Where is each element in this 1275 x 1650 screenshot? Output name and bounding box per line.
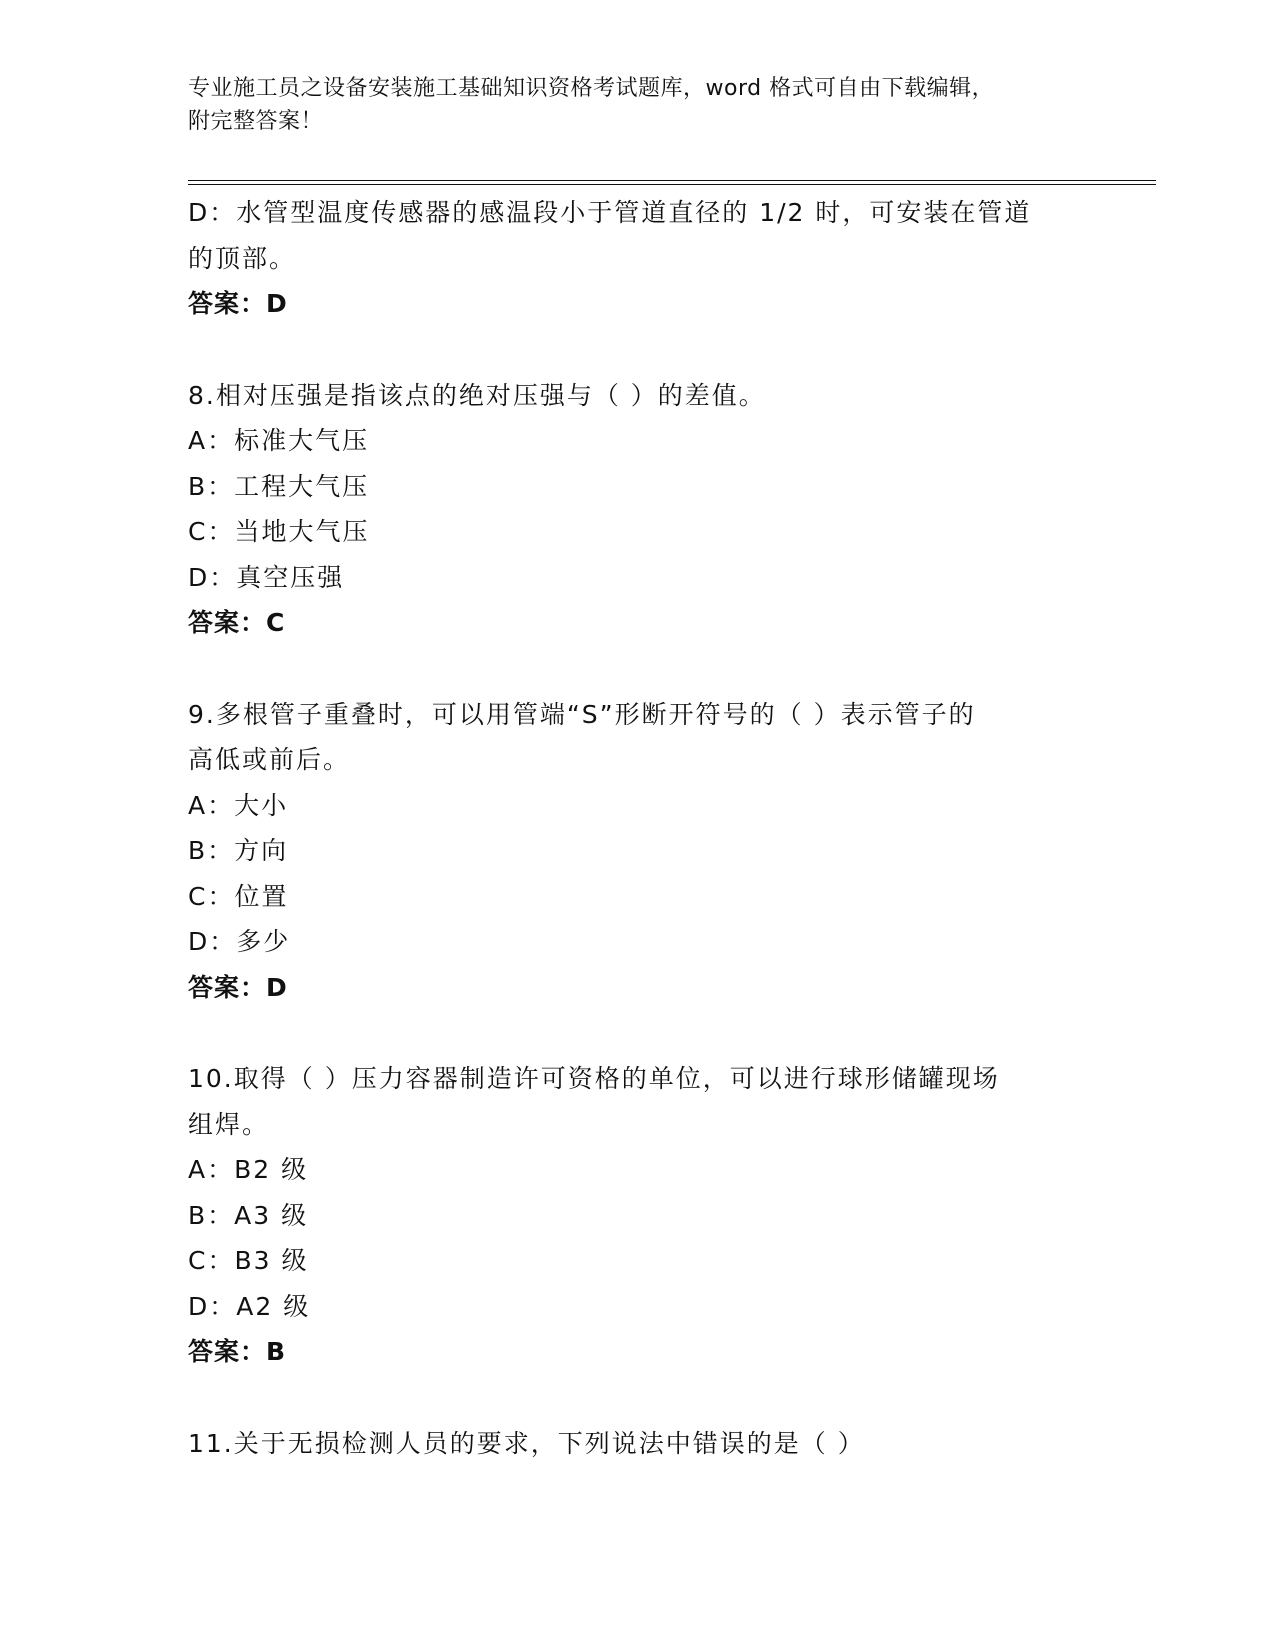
option-d: D：A2 级 (188, 1291, 311, 1321)
option-d: D：水管型温度传感器的感温段小于管道直径的 1/2 时，可安装在管道 (188, 198, 1032, 227)
option-c: C：B3 级 (188, 1246, 309, 1275)
question-list (188, 190, 1088, 1466)
spacer (188, 646, 1088, 692)
spacer (188, 1010, 1088, 1056)
option-c: C：位置 (188, 881, 289, 911)
option-b: B：工程大气压 (188, 471, 370, 501)
option-a: A：标准大气压 (188, 426, 370, 455)
spacer (188, 327, 1088, 373)
header-line-1: 专业施工员之设备安装施工基础知识资格考试题库，word 格式可自由下载编辑， (188, 76, 995, 101)
option-a: A：大小 (188, 790, 289, 820)
question-9 (188, 692, 1088, 1011)
answer-line: 答案：C (188, 608, 286, 637)
spacer (188, 1375, 1088, 1421)
header-line-2: 附完整答案！ (188, 109, 324, 134)
question-stem-continued: 组焊。 (188, 1109, 270, 1139)
question-stem: 11.关于无损检测人员的要求，下列说法中错误的是（ ） (188, 1428, 865, 1458)
question-7-tail (188, 190, 1088, 327)
option-c: C：当地大气压 (188, 517, 370, 546)
question-stem: 9.多根管子重叠时，可以用管端“S”形断开符号的（ ）表示管子的 (188, 699, 976, 729)
answer-line: 答案：B (188, 1337, 287, 1366)
question-stem-continued: 高低或前后。 (188, 745, 351, 774)
option-d: D：多少 (188, 927, 291, 956)
question-stem: 10.取得（ ）压力容器制造许可资格的单位，可以进行球形储罐现场 (188, 1064, 1000, 1093)
answer-line: 答案：D (188, 972, 288, 1002)
answer-line: 答案：D (188, 289, 288, 318)
question-stem: 8.相对压强是指该点的绝对压强与（ ）的差值。 (188, 380, 766, 410)
option-b: B：A3 级 (188, 1200, 309, 1230)
question-11 (188, 1421, 1088, 1467)
question-8 (188, 373, 1088, 646)
option-d-continued: 的顶部。 (188, 243, 297, 273)
option-a: A：B2 级 (188, 1155, 309, 1184)
document-header (188, 72, 1068, 138)
header-divider (188, 180, 1156, 185)
option-d: D：真空压强 (188, 562, 345, 592)
option-b: B：方向 (188, 836, 289, 865)
question-10 (188, 1056, 1088, 1375)
